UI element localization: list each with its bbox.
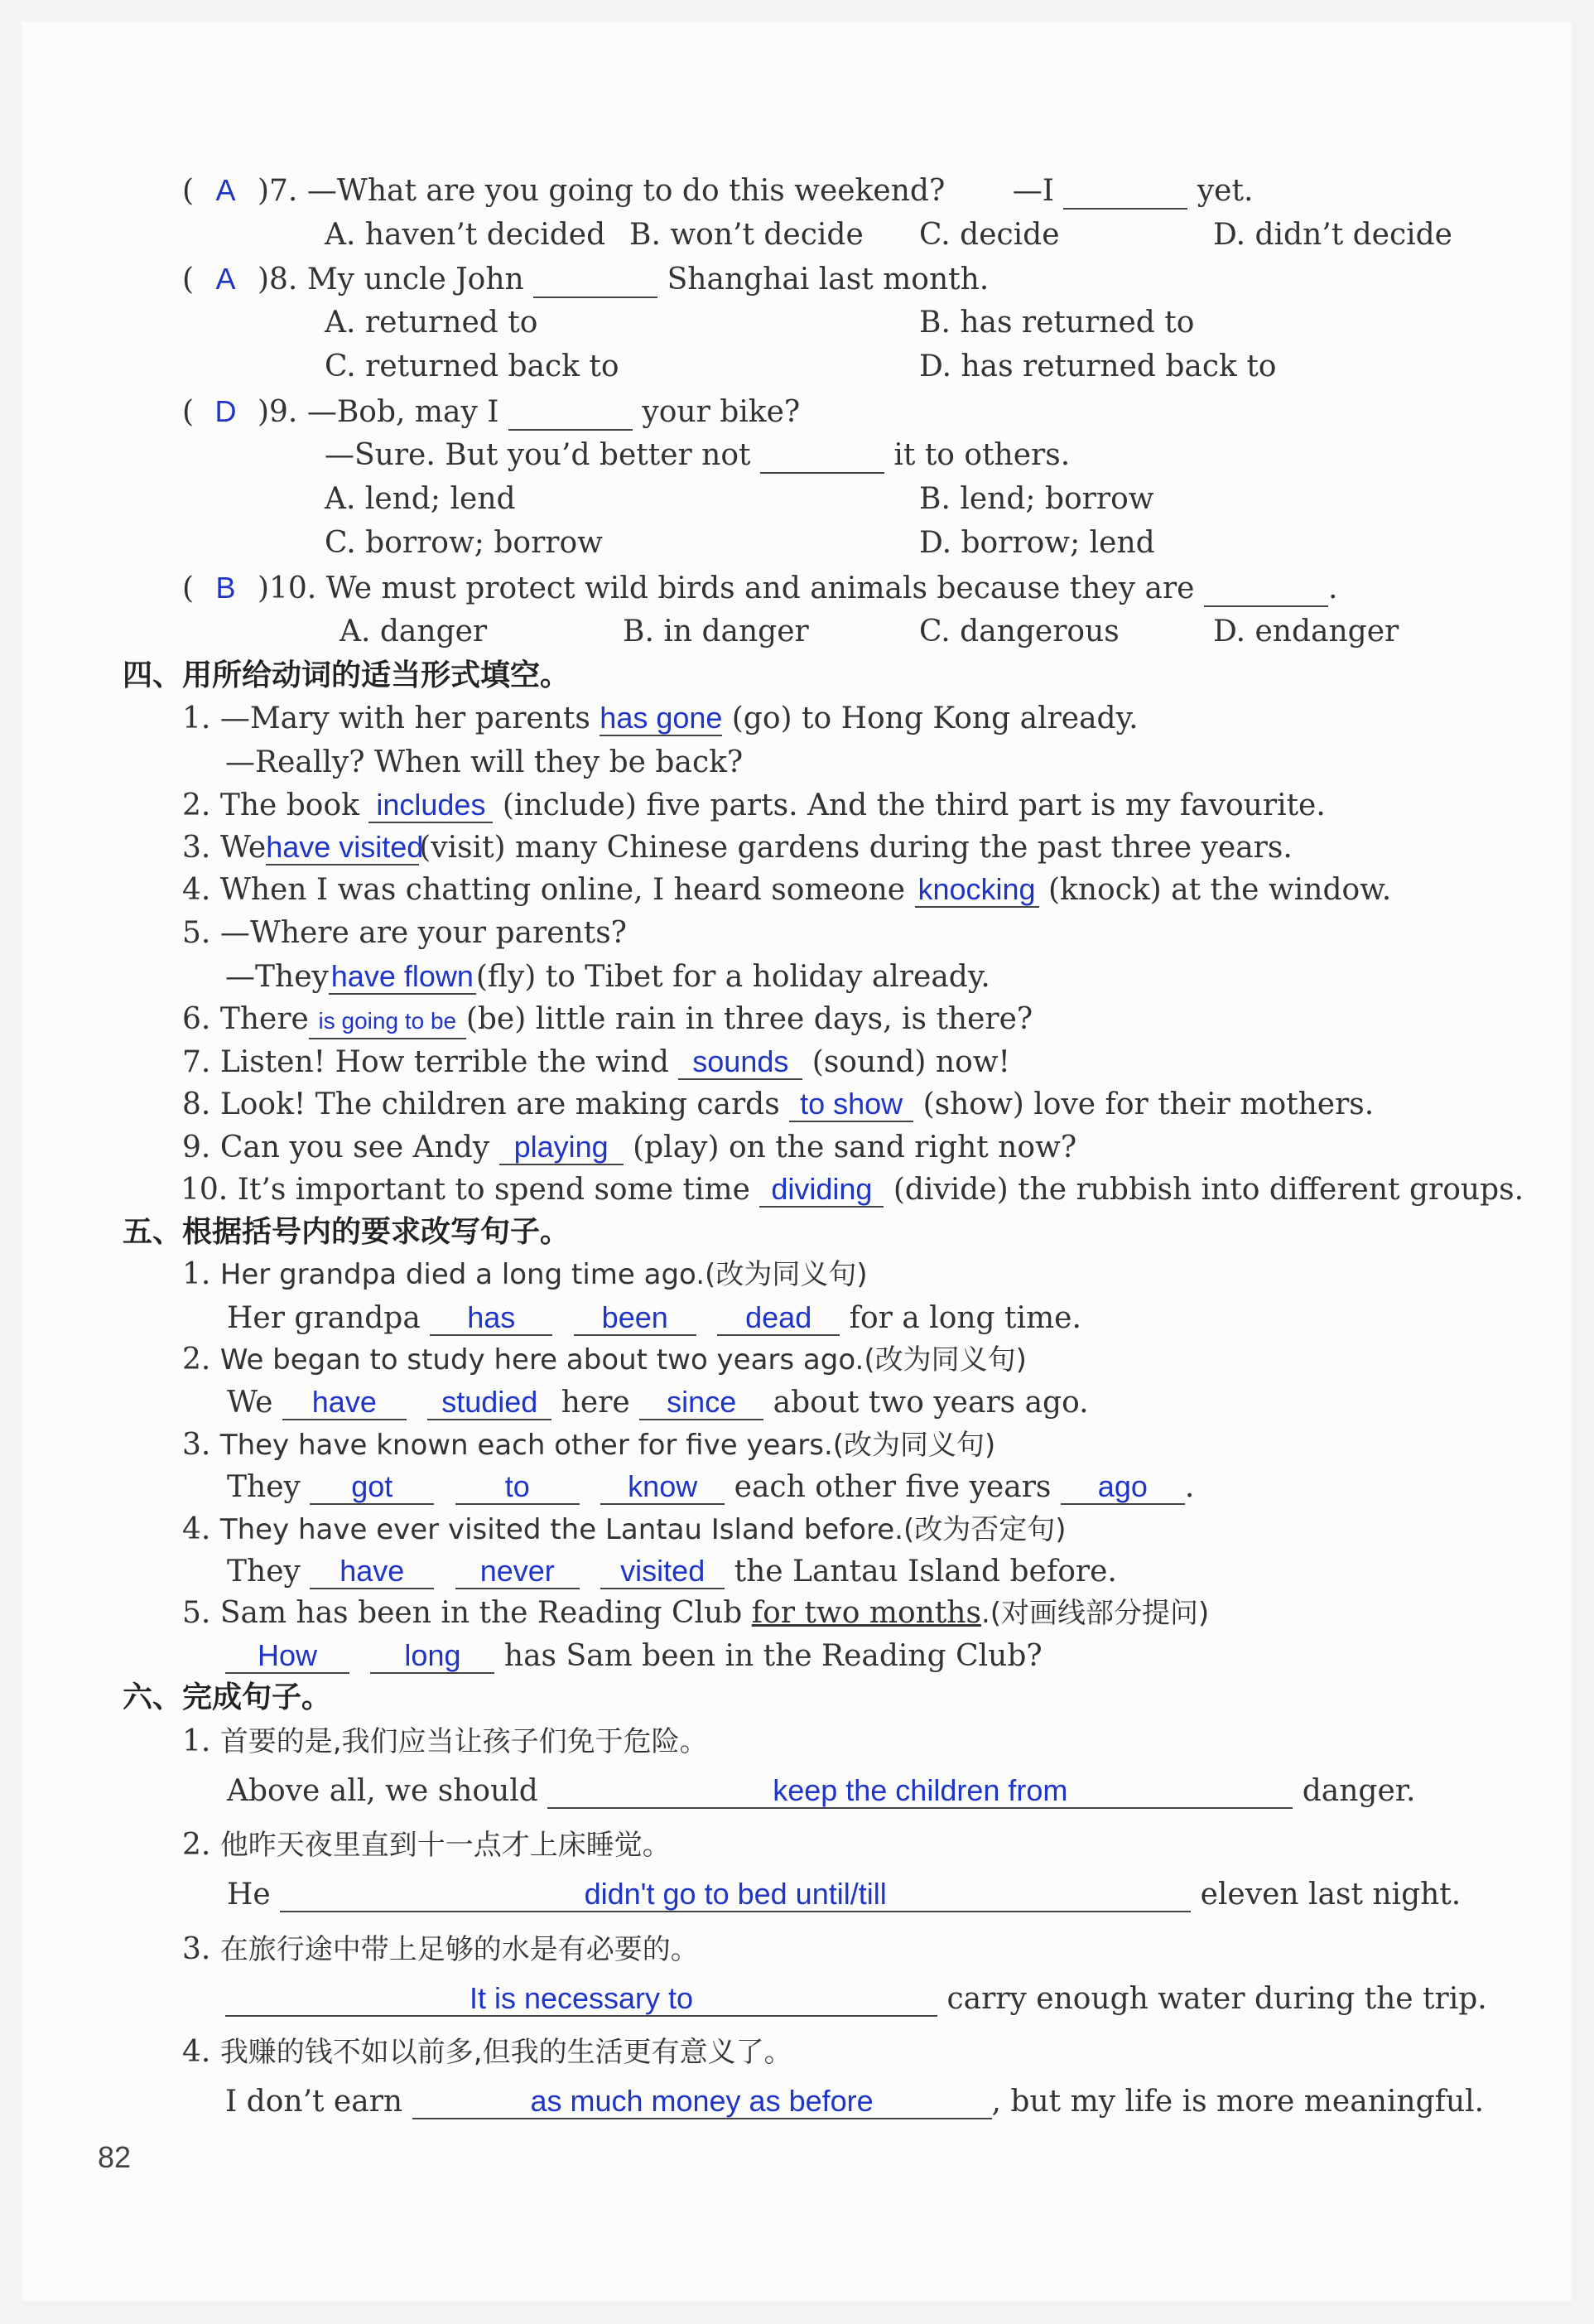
- q9-line2-a: —Sure. But you’d better not: [325, 438, 751, 472]
- s5-i1-answer-1: has: [430, 1301, 552, 1336]
- mc-question-10: ( B )10. We must protect wild birds and animals because they are .: [182, 571, 1338, 605]
- s4-i3-text-a: We: [219, 831, 267, 865]
- q10-option-c: C. dangerous: [919, 615, 1120, 649]
- answer-q8: A: [215, 262, 236, 296]
- s6-i3-number: 3.: [182, 1932, 211, 1966]
- s5-i3-answer-2: to: [455, 1470, 580, 1505]
- s4-i9-text-a: Can you see Andy: [219, 1131, 490, 1164]
- s5-i3-text-m: each other five years: [734, 1470, 1052, 1504]
- s5-item-3-answer: [227, 1469, 1194, 1506]
- answer-q7: A: [215, 173, 236, 207]
- mc-question-9: ( D )9. —Bob, may I your bike?: [182, 394, 801, 429]
- s6-i4-chinese-text: 我赚的钱不如以前多,但我的生活更有意义了。: [219, 2036, 792, 2069]
- q9-option-d: D. borrow; lend: [919, 526, 1155, 560]
- s4-i8-text-b: (show) love for their mothers.: [922, 1087, 1375, 1121]
- s5-i5-question-b: .(对画线部分提问): [980, 1597, 1210, 1630]
- mc-question-8: ( A )8. My uncle John Shanghai last month.: [182, 262, 990, 297]
- s5-i4-answer-3: visited: [600, 1555, 725, 1589]
- s4-i9-answer: playing: [499, 1131, 624, 1165]
- s4-i10-answer: dividing: [759, 1173, 884, 1208]
- s5-i5-answer-2: long: [370, 1639, 494, 1674]
- s5-i4-number: 4.: [182, 1512, 211, 1546]
- s4-i9-number: 9.: [182, 1131, 211, 1164]
- s5-i1-answer-3: dead: [717, 1301, 840, 1336]
- s4-i5-line-2: [225, 959, 990, 996]
- q10-stem: We must protect wild birds and animals because they are: [325, 571, 1195, 605]
- s6-i1-text-a: Above all, we should: [227, 1774, 538, 1808]
- s4-item-3: [182, 830, 1293, 866]
- q9-blank-2: [760, 439, 884, 474]
- q9-line2-b: it to others.: [893, 438, 1071, 472]
- s5-i2-answer-3: since: [639, 1386, 763, 1420]
- q7-stem-b: —I: [1012, 174, 1054, 208]
- s4-i2-text-a: The book: [219, 788, 359, 822]
- s5-i4-text-b: the Lantau Island before.: [734, 1555, 1117, 1589]
- s5-i2-answer-2: studied: [427, 1386, 551, 1420]
- s5-item-4-question: [182, 1512, 1067, 1548]
- s4-i10-number: 10.: [181, 1173, 229, 1207]
- s5-i3-text-b: .: [1184, 1470, 1195, 1504]
- s4-i6-text-a: There: [219, 1002, 309, 1036]
- s4-i8-answer: to show: [789, 1087, 913, 1122]
- q9-stem: —Bob, may I: [306, 395, 499, 429]
- s4-i9-text-b: (play) on the sand right now?: [633, 1131, 1077, 1164]
- s4-i5-text-b: —They: [225, 960, 329, 994]
- s4-item-5: [182, 915, 627, 952]
- s6-i3-text-b: carry enough water during the trip.: [946, 1982, 1487, 2016]
- s5-i1-text-b: for a long time.: [849, 1301, 1081, 1335]
- s6-item-4-answer: [225, 2084, 1484, 2120]
- s6-i2-answer: didn't go to bed until/till: [280, 1878, 1191, 1912]
- q8-option-a: A. returned to: [325, 306, 538, 340]
- page-number: 82: [98, 2140, 132, 2174]
- q7-option-c: C. decide: [919, 218, 1060, 252]
- mc-question-7: ( A )7. —What are you going to do this weekend? —I yet.: [182, 173, 1254, 208]
- s4-i5-answer: have flown: [329, 960, 476, 995]
- s4-i3-text-b: (visit) many Chinese gardens during the past three years.: [419, 831, 1293, 865]
- s6-i4-number: 4.: [182, 2035, 211, 2069]
- s6-item-4-chinese: [182, 2034, 792, 2071]
- q10-stem-b: .: [1327, 571, 1338, 605]
- s5-i3-question-text: They have known each other for five years.(改为同义句): [219, 1429, 996, 1462]
- q8-option-d: D. has returned back to: [919, 350, 1277, 383]
- s5-i3-answer-1: got: [310, 1470, 434, 1505]
- s6-i2-text-a: He: [227, 1878, 271, 1912]
- section-5-title: 五、根据括号内的要求改写句子。: [123, 1215, 571, 1249]
- s5-item-2-answer: [227, 1385, 1089, 1421]
- s6-i3-chinese-text: 在旅行途中带上足够的水是有必要的。: [219, 1933, 699, 1966]
- q7-option-a: A. haven’t decided: [325, 218, 606, 252]
- q8-blank: [533, 263, 657, 298]
- s6-i1-number: 1.: [182, 1724, 211, 1758]
- q9-option-b: B. lend; borrow: [919, 482, 1154, 516]
- s4-i4-text-a: When I was chatting online, I heard someone: [219, 873, 906, 907]
- s4-i4-number: 4.: [182, 873, 211, 907]
- q9-option-a: A. lend; lend: [325, 482, 516, 516]
- s5-i5-text-b: has Sam been in the Reading Club?: [503, 1639, 1043, 1673]
- s4-i10-text-a: It’s important to spend some time: [237, 1173, 750, 1207]
- s4-item-9: [182, 1130, 1076, 1166]
- s5-i5-question-a: Sam has been in the Reading Club: [219, 1596, 743, 1630]
- q10-option-b: B. in danger: [623, 615, 809, 649]
- s5-i3-answer-3: know: [600, 1470, 725, 1505]
- q9-blank-1: [508, 396, 633, 431]
- s6-item-1-chinese: [182, 1724, 708, 1760]
- q7-option-b: B. won’t decide: [629, 218, 864, 252]
- q7-stem: —What are you going to do this weekend?: [306, 174, 946, 208]
- s6-i1-text-b: danger.: [1302, 1774, 1416, 1808]
- s6-i4-text-b: , but my life is more meaningful.: [991, 2085, 1485, 2119]
- q7-option-d: D. didn’t decide: [1213, 218, 1452, 252]
- q8-stem: My uncle John: [306, 263, 524, 297]
- s5-item-1-answer: [227, 1300, 1081, 1337]
- s5-i3-number: 3.: [182, 1428, 211, 1462]
- s4-i6-answer: is going to be: [309, 1005, 466, 1039]
- s4-i6-text-b: (be) little rain in three days, is there?: [465, 1002, 1033, 1036]
- s4-i1-text-b: (go) to Hong Kong already.: [731, 702, 1139, 735]
- s4-i2-number: 2.: [182, 788, 211, 822]
- s5-i3-answer-4: ago: [1061, 1470, 1185, 1505]
- s5-i1-number: 1.: [182, 1257, 211, 1291]
- s5-i2-text-m: here: [561, 1386, 630, 1420]
- s4-i2-text-b: (include) five parts. And the third part is my favourite.: [502, 788, 1326, 822]
- s4-i7-text-b: (sound) now!: [811, 1045, 1011, 1079]
- q9-line-2: [325, 437, 1070, 474]
- q10-option-a: A. danger: [340, 615, 488, 649]
- s4-item-6: [182, 1001, 1033, 1039]
- s4-item-1: [182, 701, 1139, 737]
- s6-i4-answer: as much money as before: [412, 2085, 992, 2119]
- s5-i3-text-a: They: [227, 1470, 301, 1504]
- s4-item-2: [182, 788, 1326, 824]
- s5-item-1-question: [182, 1256, 868, 1293]
- s5-item-3-question: [182, 1427, 995, 1463]
- s5-i1-question-text: Her grandpa died a long time ago.(改为同义句): [219, 1258, 868, 1291]
- q7-number: )7.: [257, 174, 298, 208]
- s4-i5-text-a: —Where are your parents?: [219, 916, 627, 950]
- q7-stem-c: yet.: [1197, 174, 1254, 208]
- s5-i1-text-a: Her grandpa: [227, 1301, 421, 1335]
- s4-i7-number: 7.: [182, 1045, 211, 1079]
- s6-i4-text-a: I don’t earn: [225, 2085, 403, 2119]
- s4-i3-answer: have visited: [266, 830, 424, 864]
- s4-i10-text-b: (divide) the rubbish into different groups.: [893, 1173, 1524, 1207]
- s4-i8-number: 8.: [182, 1087, 211, 1121]
- s5-i2-answer-1: have: [282, 1386, 407, 1420]
- q9-stem-b: your bike?: [642, 395, 801, 429]
- s4-i5-text-c: (fly) to Tibet for a holiday already.: [475, 960, 990, 994]
- q7-blank: [1063, 175, 1187, 210]
- s4-item-4: [182, 872, 1391, 909]
- s5-i4-text-a: They: [227, 1555, 301, 1589]
- s4-item-7: [182, 1044, 1010, 1081]
- s5-i2-text-b: about two years ago.: [773, 1386, 1089, 1420]
- s4-i4-text-b: (knock) at the window.: [1047, 873, 1392, 907]
- s4-i1-line-2: —Really? When will they be back?: [225, 745, 744, 779]
- q9-number: )9.: [257, 395, 298, 429]
- s4-i4-answer: knocking: [915, 873, 1039, 908]
- s4-i7-answer: sounds: [678, 1045, 802, 1080]
- s4-i1-text-a: —Mary with her parents: [219, 702, 590, 735]
- s5-i4-answer-1: have: [310, 1555, 434, 1589]
- s6-i2-number: 2.: [182, 1828, 211, 1862]
- s5-item-5-answer: [225, 1638, 1043, 1675]
- s4-i3-number: 3.: [182, 831, 211, 865]
- q10-option-d: D. endanger: [1213, 615, 1399, 649]
- section-4-title: 四、用所给动词的适当形式填空。: [123, 658, 571, 692]
- s5-i2-number: 2.: [182, 1343, 211, 1377]
- s5-item-2-question: [182, 1342, 1027, 1378]
- s5-i2-text-a: We: [227, 1386, 273, 1420]
- section-6-title: 六、完成句子。: [123, 1680, 332, 1714]
- s4-item-8: [182, 1087, 1374, 1123]
- s4-i1-answer: has gone: [600, 701, 723, 735]
- s6-item-2-answer: [227, 1877, 1461, 1913]
- s6-i1-answer: keep the children from: [547, 1774, 1293, 1809]
- s6-item-1-answer: [227, 1773, 1415, 1810]
- s5-i2-question-text: We began to study here about two years ago.(改为同义句): [219, 1343, 1027, 1377]
- q8-option-c: C. returned back to: [325, 350, 619, 383]
- s6-i3-answer: It is necessary to: [225, 1982, 937, 2017]
- q10-number: )10.: [257, 571, 317, 605]
- s6-i2-text-b: eleven last night.: [1200, 1878, 1462, 1912]
- s6-i2-chinese-text: 他昨天夜里直到十一点才上床睡觉。: [219, 1829, 671, 1862]
- q10-blank: [1204, 572, 1328, 607]
- s6-item-2-chinese: [182, 1827, 671, 1864]
- s5-i5-answer-1: How: [225, 1639, 349, 1674]
- s4-i6-number: 6.: [182, 1002, 211, 1036]
- s6-item-3-chinese: [182, 1931, 699, 1968]
- s4-i8-text-a: Look! The children are making cards: [219, 1087, 780, 1121]
- s6-item-3-answer: [225, 1981, 1487, 2018]
- s6-i1-chinese-text: 首要的是,我们应当让孩子们免于危险。: [219, 1725, 708, 1758]
- s5-i1-answer-2: been: [574, 1301, 696, 1336]
- s5-item-5-question: [182, 1595, 1209, 1632]
- s4-i5-number: 5.: [182, 916, 211, 950]
- s5-i4-question-text: They have ever visited the Lantau Island before.(改为否定句): [219, 1513, 1067, 1546]
- s5-i4-answer-2: never: [455, 1555, 580, 1589]
- answer-q10: B: [215, 571, 236, 605]
- answer-q9: D: [214, 394, 237, 428]
- s4-item-10: [181, 1172, 1524, 1208]
- s4-i1-number: 1.: [182, 702, 211, 735]
- s4-i2-answer: includes: [368, 788, 493, 823]
- s4-i7-text-a: Listen! How terrible the wind: [219, 1045, 669, 1079]
- q8-number: )8.: [257, 263, 298, 297]
- q9-option-c: C. borrow; borrow: [325, 526, 603, 560]
- s5-i5-underlined-part: for two months: [751, 1596, 981, 1630]
- q8-stem-b: Shanghai last month.: [667, 263, 990, 297]
- q8-option-b: B. has returned to: [919, 306, 1195, 340]
- s5-i5-number: 5.: [182, 1596, 211, 1630]
- s5-item-4-answer: [227, 1554, 1117, 1590]
